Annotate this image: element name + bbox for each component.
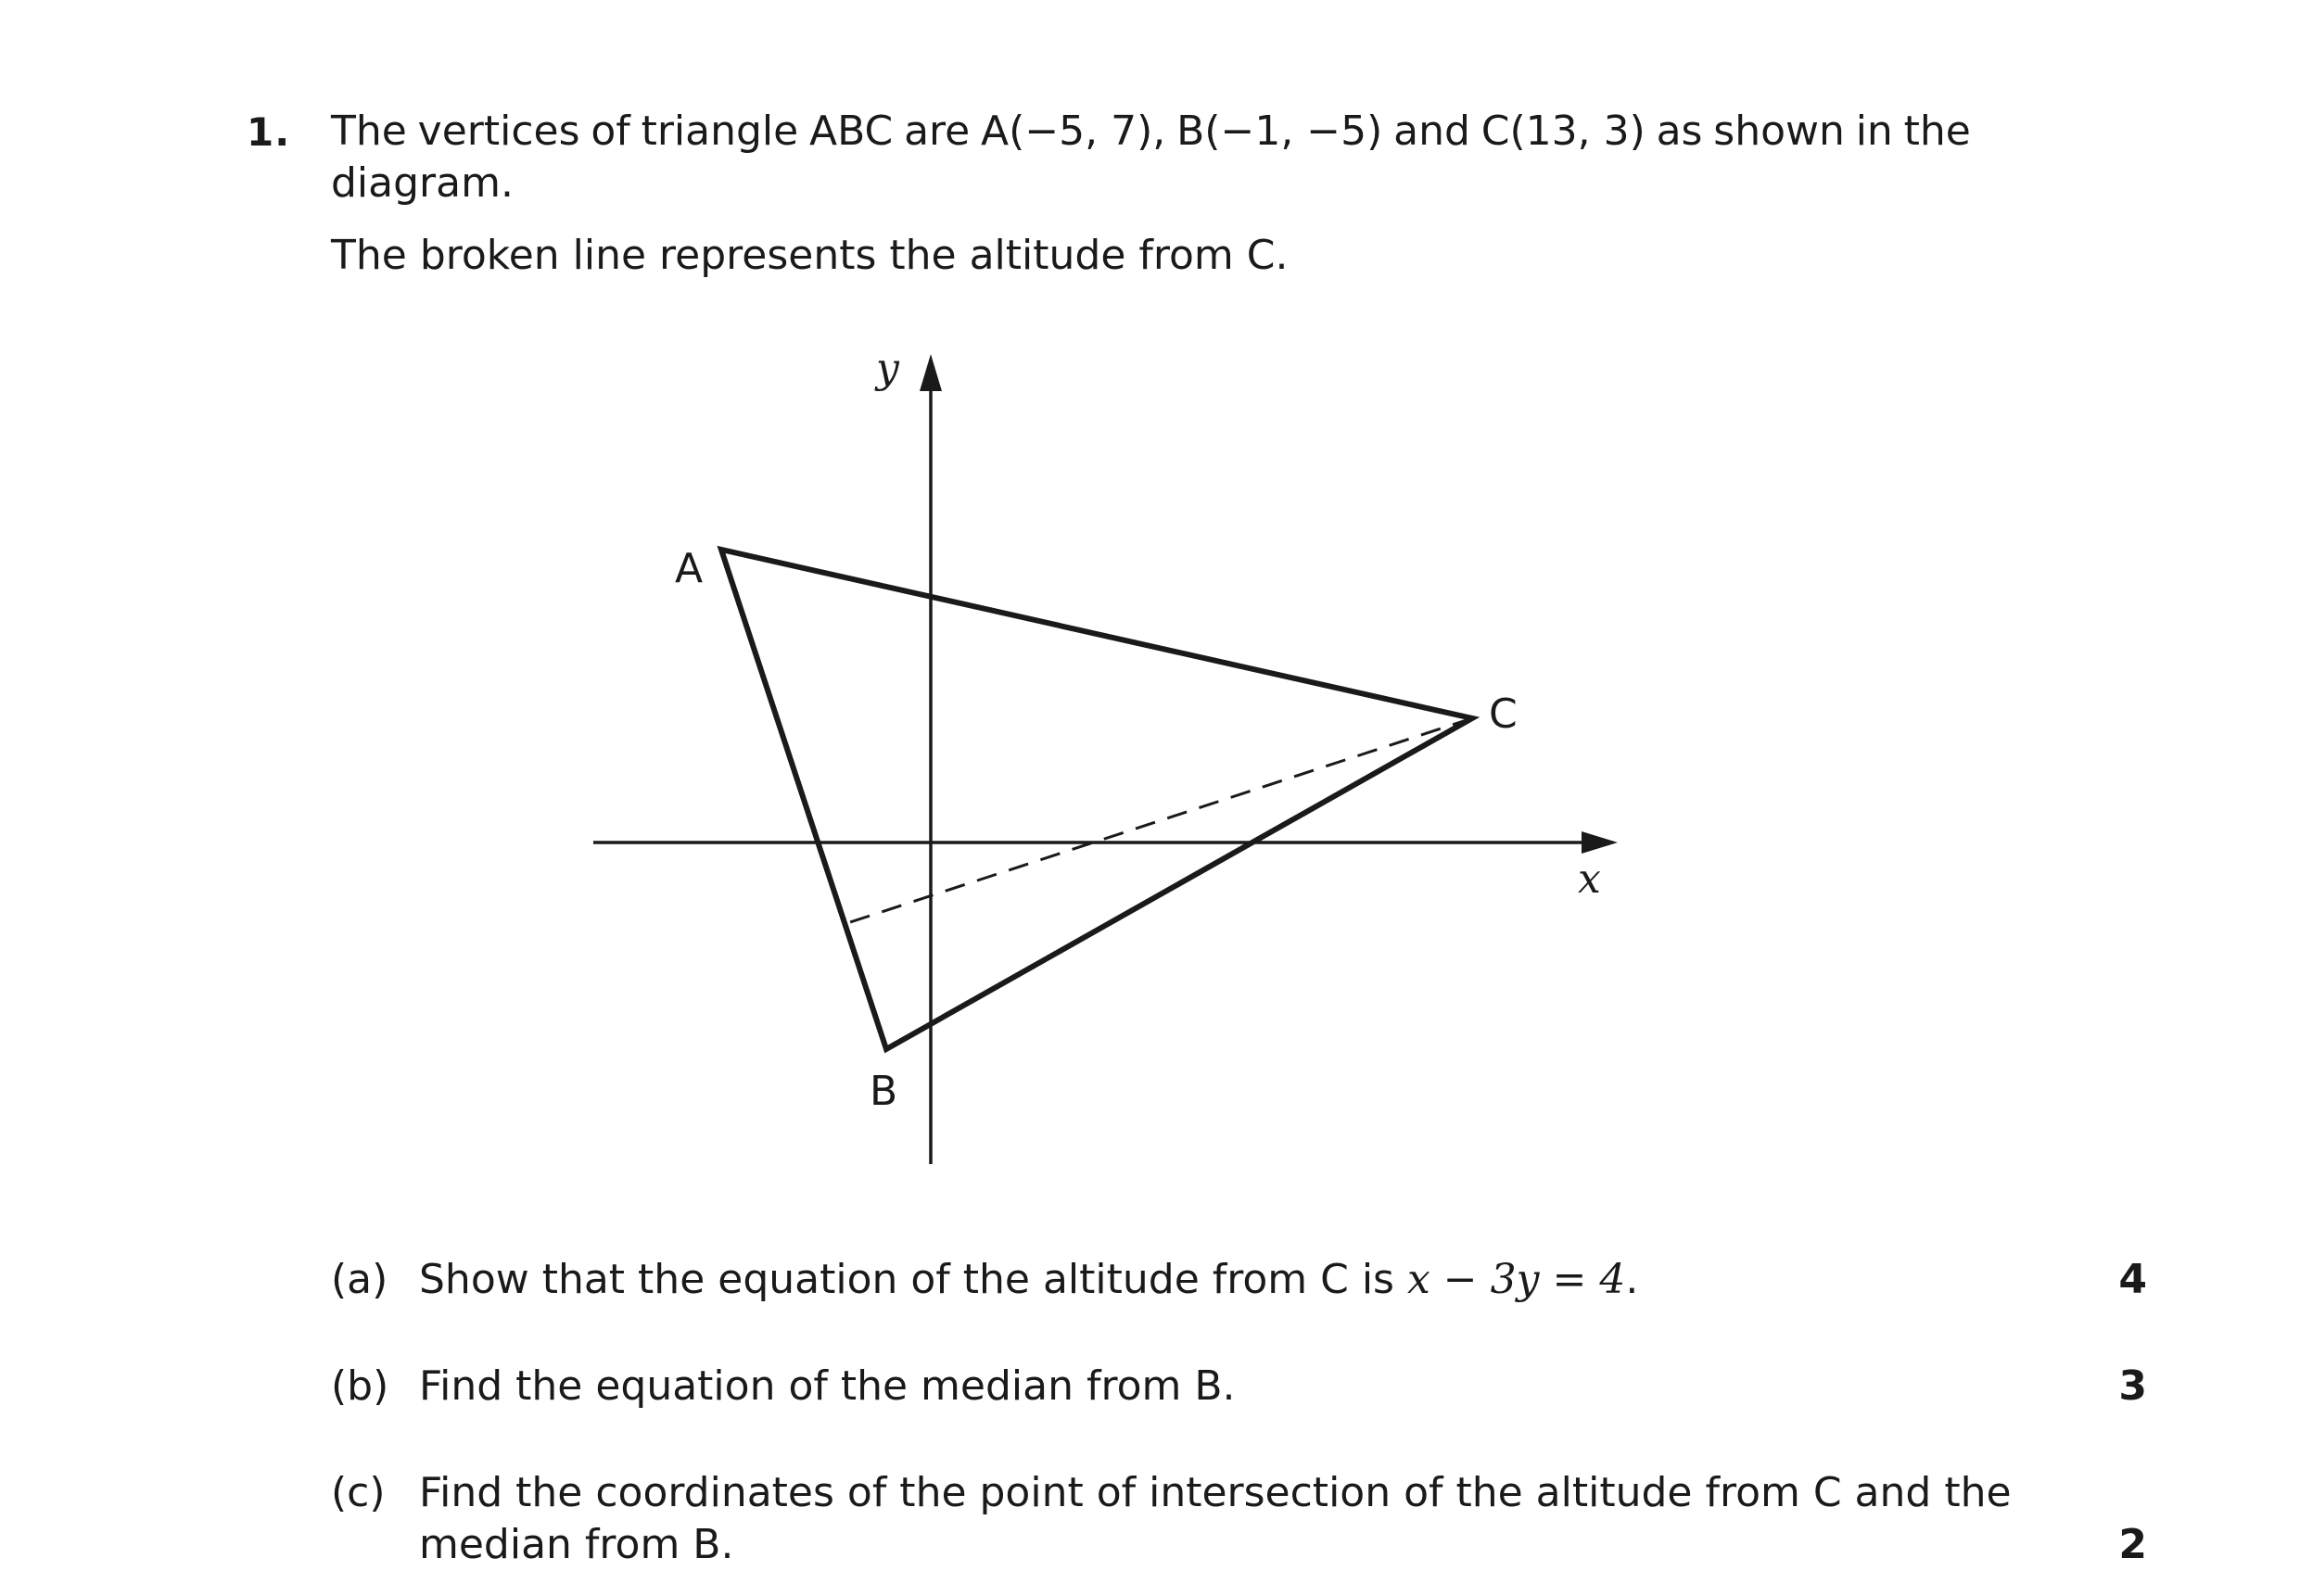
- vertex-b-coordinates: B(−1, −5): [1176, 108, 1383, 155]
- intro-word: and: [1393, 108, 1470, 155]
- intro-word: ABC: [809, 108, 894, 155]
- intro-word: shown: [1713, 108, 1845, 155]
- part-c-label: (c): [331, 1469, 386, 1516]
- vertex-c-coordinates: C(13, 3): [1480, 108, 1646, 155]
- part-a-text: [419, 1256, 1638, 1303]
- part-a-text-before: Show that the equation of the altitude from C is: [419, 1256, 1407, 1303]
- part-a-marks: 4: [2118, 1256, 2147, 1303]
- vertex-b-label: B: [870, 1068, 898, 1115]
- intro-word: the: [1903, 108, 1971, 155]
- part-a-equation: x − 3y = 4: [1406, 1256, 1626, 1303]
- triangle-abc: [721, 550, 1472, 1049]
- vertex-a-coordinates: A(−5, 7),: [981, 108, 1166, 155]
- intro-word: of: [591, 108, 630, 155]
- x-axis-arrowhead: [1582, 831, 1618, 854]
- intro-word: vertices: [417, 108, 580, 155]
- vertex-a-label: A: [675, 545, 704, 592]
- intro-word: are: [904, 108, 971, 155]
- intro-word: in: [1855, 108, 1893, 155]
- intro-word: The: [331, 108, 407, 155]
- intro-word: as: [1656, 108, 1703, 155]
- y-axis-arrowhead: [920, 354, 942, 391]
- part-b-label: (b): [331, 1362, 389, 1410]
- part-c-text-line1: Find the coordinates of the point of intersection of the altitude from C and the: [419, 1469, 2012, 1516]
- part-c-text-line2: median from B.: [419, 1521, 734, 1568]
- question-intro-line3: The broken line represents the altitude from C.: [331, 232, 1289, 279]
- part-a-label: (a): [331, 1256, 388, 1303]
- part-a-text-after: .: [1625, 1256, 1639, 1303]
- part-c-marks: 2: [2118, 1521, 2147, 1568]
- question-number: 1.: [247, 109, 291, 155]
- question-intro-line2: diagram.: [331, 159, 514, 207]
- y-axis-label: y: [876, 345, 899, 392]
- part-b-marks: 3: [2118, 1362, 2147, 1410]
- intro-word: triangle: [641, 108, 799, 155]
- x-axis-label: x: [1578, 855, 1601, 903]
- part-b-text: Find the equation of the median from B.: [419, 1362, 1236, 1410]
- vertex-c-label: C: [1489, 690, 1518, 738]
